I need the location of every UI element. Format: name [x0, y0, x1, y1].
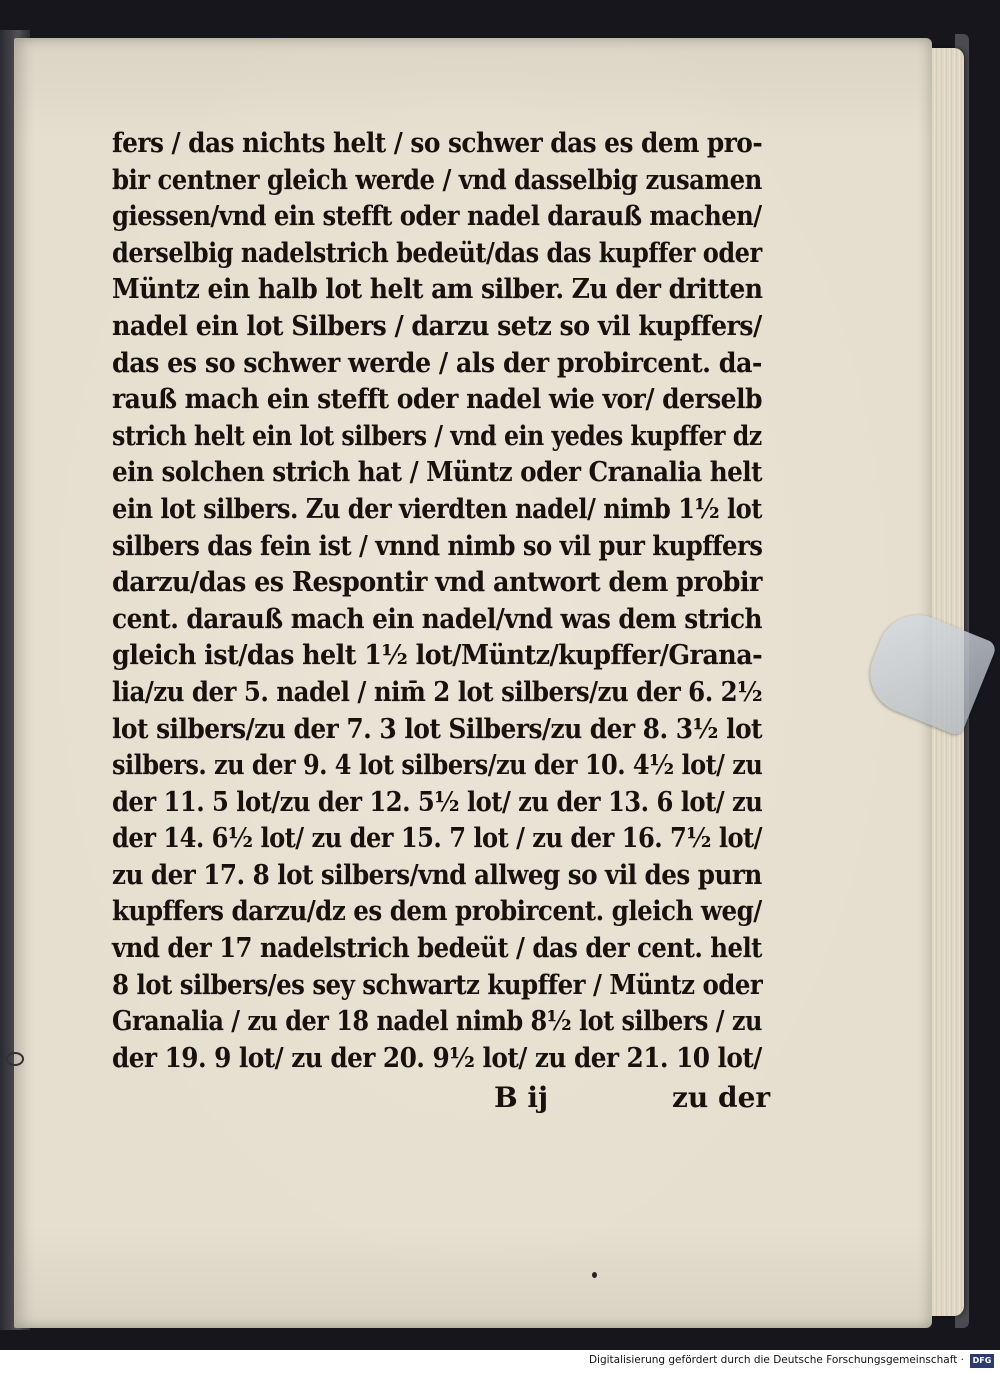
text-line: 8 lot silbers/es sey schwartz kupffer / Müntz oder	[112, 969, 763, 1001]
dfg-logo-icon: DFG	[970, 1354, 994, 1368]
text-line: kupffers darzu/dz es dem probircent. gleich weg/	[112, 896, 762, 928]
text-line: cent. darauß mach ein nadel/vnd was dem strich	[112, 603, 763, 635]
text-line: rauß mach ein stefft oder nadel wie vor/ derselb	[112, 384, 763, 416]
text-line: fers / das nichts helt / so schwer das es dem pro-	[112, 128, 763, 159]
text-line: vnd der 17 nadelstrich bedeüt / das der cent. helt	[112, 933, 762, 965]
page-text-block	[112, 126, 772, 1077]
text-line: silbers. zu der 9. 4 lot silbers/zu der 10. 4½ lot/ zu	[112, 750, 763, 782]
text-line: strich helt ein lot silbers / vnd ein yedes kupffer dz	[112, 420, 762, 452]
text-line: gleich ist/das helt 1½ lot/Müntz/kupffer/Grana-	[112, 640, 763, 672]
text-line: lot silbers/zu der 7. 3 lot Silbers/zu der 8. 3½ lot	[112, 713, 763, 745]
text-line: bir centner gleich werde / vnd dasselbig zusamen	[112, 164, 762, 196]
text-line: der 11. 5 lot/zu der 12. 5½ lot/ zu der 13. 6 lot/ zu	[112, 786, 763, 818]
text-line: der 19. 9 lot/ zu der 20. 9½ lot/ zu der 21. 10 lot/	[112, 1042, 762, 1074]
text-line: darzu/das es Respontir vnd antwort dem probir	[112, 567, 762, 599]
catchword: zu der	[672, 1081, 771, 1114]
text-line: das es so schwer werde / als der probircent. da-	[112, 347, 762, 379]
signature-mark: B ij	[494, 1081, 549, 1114]
footer-bar	[0, 1350, 1000, 1373]
text-line: lia/zu der 5. nadel / nim̄ 2 lot silbers/zu der 6. 2½	[112, 676, 763, 708]
text-line: silbers das fein ist / vnnd nimb so vil pur kupffers	[112, 530, 763, 562]
text-line: ein lot silbers. Zu der vierdten nadel/ nimb 1½ lot	[112, 493, 762, 525]
text-line: nadel ein lot Silbers / darzu setz so vil kupffers/	[112, 310, 762, 342]
text-line: ein solchen strich hat / Müntz oder Cranalia helt	[112, 457, 763, 489]
footer-credit: Digitalisierung gefördert durch die Deutsche Forschungsgemeinschaft ·	[588, 1354, 964, 1366]
text-line: giessen/vnd ein stefft oder nadel darauß machen/	[112, 201, 762, 233]
text-line: zu der 17. 8 lot silbers/vnd allweg so vil des purn	[112, 859, 762, 891]
binding-ring-icon	[6, 1052, 24, 1066]
text-line: der 14. 6½ lot/ zu der 15. 7 lot / zu der 16. 7½ lot/	[112, 823, 762, 855]
page-dot-mark	[592, 1272, 597, 1278]
text-line: Müntz ein halb lot helt am silber. Zu der dritten	[112, 274, 763, 306]
text-line: derselbig nadelstrich bedeüt/das das kupffer oder	[112, 237, 762, 269]
text-line: Granalia / zu der 18 nadel nimb 8½ lot silbers / zu	[112, 1006, 762, 1038]
